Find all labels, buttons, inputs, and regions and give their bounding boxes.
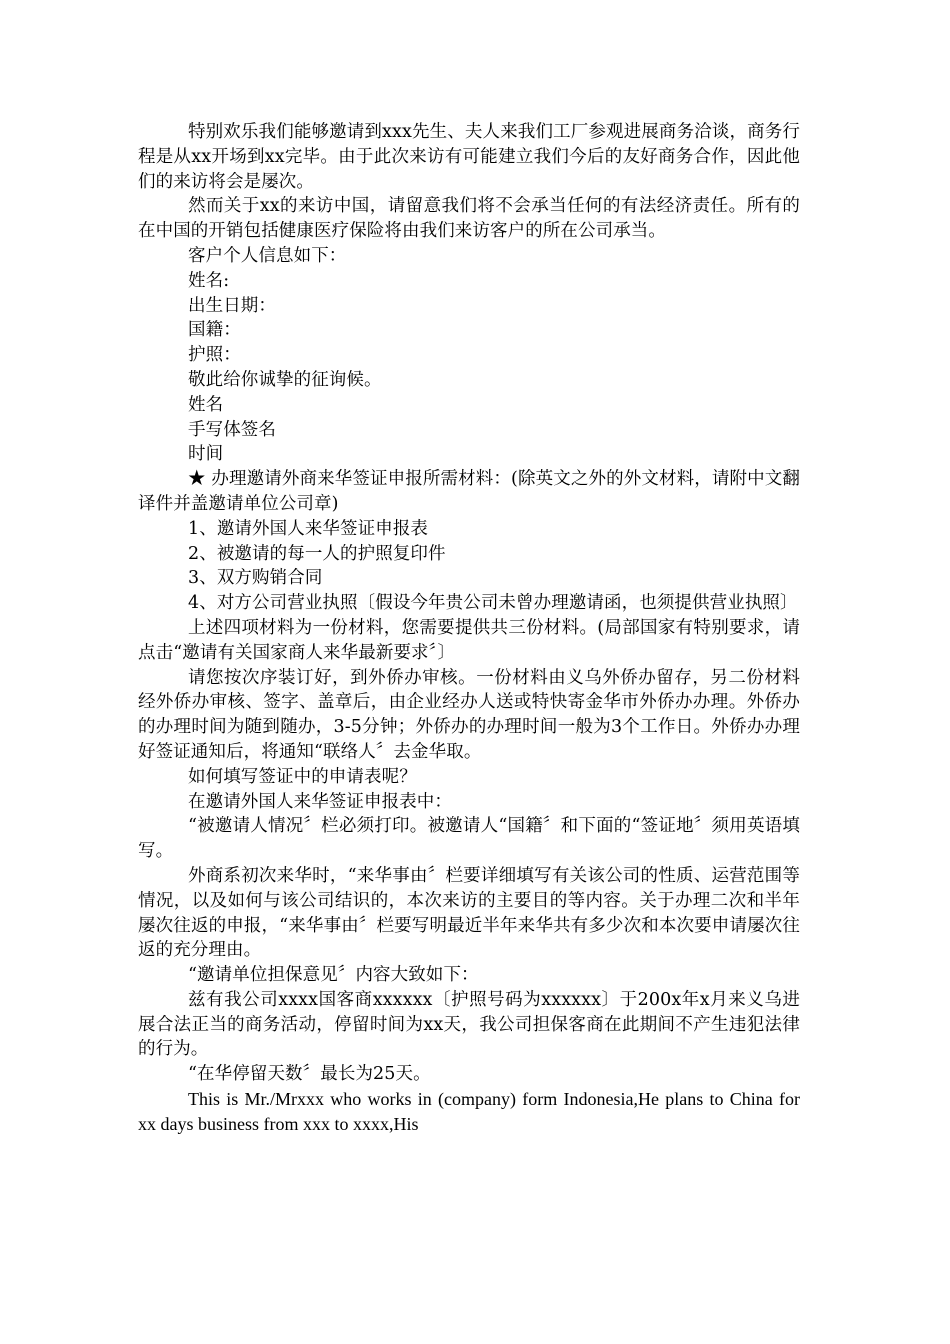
materials-heading: ★ 办理邀请外商来华签证申报所需材料：(除英文之外的外文材料，请附中文翻译件并盖邀请单位公司章)	[138, 469, 800, 514]
signature-date: 时间	[188, 444, 224, 465]
field-nationality: 国籍：	[188, 320, 241, 341]
paragraph-procedure: 请您按次序装订好，到外侨办审核。一份材料由义乌外侨办留存，另二份材料经外侨办审核、签字、盖章后，由企业经办人送或特快寄金华市外侨办办理。外侨办的办理时间为随到随办，3-5分钟；外侨办的办理时间一般为3个工作日。外侨办办理好签证通知后，将通知“联络人〞去金华取。	[138, 667, 800, 762]
paragraph-welcome: 特别欢乐我们能够邀请到xxx先生、夫人来我们工厂参观进展商务洽谈，商务行程是从xx开场到xx完毕。由于此次来访有可能建立我们今后的友好商务合作，因此他们的来访将会是屡次。	[138, 122, 800, 192]
paragraph-form-intro: 在邀请外国人来华签证申报表中：	[188, 791, 452, 812]
signature-name: 姓名	[188, 394, 224, 415]
field-passport: 护照：	[188, 345, 241, 366]
paragraph-info-heading: 客户个人信息如下：	[188, 245, 347, 266]
materials-item-4: 4、对方公司营业执照〔假设今年贵公司未曾办理邀请函，也须提供营业执照〕	[188, 593, 798, 614]
materials-item-3: 3、双方购销合同	[188, 568, 323, 589]
materials-item-1: 1、邀请外国人来华签证申报表	[188, 518, 429, 539]
materials-item-2: 2、被邀请的每一人的护照复印件	[188, 543, 446, 564]
paragraph-guarantee-text: 兹有我公司xxxx国客商xxxxxx〔护照号码为xxxxxx〕于200x年x月来义乌进展合法正当的商务活动，停留时间为xx天，我公司担保客商在此期间不产生违犯法律的行为。	[138, 989, 800, 1060]
paragraph-stay-days: “在华停留天数〞最长为25天。	[188, 1064, 431, 1085]
closing-greeting: 敬此给你诚挚的征询候。	[188, 369, 382, 390]
field-name: 姓名:	[188, 270, 230, 291]
paragraph-guarantee-heading: “邀请单位担保意见〞内容大致如下：	[188, 965, 479, 986]
paragraph-form-question: 如何填写签证中的申请表呢？	[188, 766, 417, 787]
field-birth-date: 出生日期：	[188, 295, 276, 316]
signature-handwritten: 手写体签名	[188, 419, 276, 440]
paragraph-copies: 上述四项材料为一份材料，您需要提供共三份材料。(局部国家有特别要求，请点击“邀请有关国家商人来华最新要求〞〕	[138, 617, 800, 663]
paragraph-invitee-section: “被邀请人情况〞栏必须打印。被邀请人“国籍〞和下面的“签证地〞须用英语填写。	[138, 816, 800, 862]
paragraph-english-letter: This is Mr./Mrxxx who works in (company) form Indonesia,He plans to China for xx days business from xxx to xxxx,His	[138, 1089, 800, 1134]
paragraph-liability: 然而关于xx的来访中国，请留意我们将不会承当任何的有法经济责任。所有的在中国的开销包括健康医疗保险将由我们来访客户的所在公司承当。	[138, 196, 800, 242]
paragraph-visit-reason: 外商系初次来华时，“来华事由〞栏要详细填写有关该公司的性质、运营范围等情况，以及如何与该公司结识的，本次来访的主要目的等内容。关于办理二次和半年屡次往返的申报，“来华事由〞栏要写明最近半年来华共有多少次和本次要申请屡次往返的充分理由。	[138, 865, 800, 961]
